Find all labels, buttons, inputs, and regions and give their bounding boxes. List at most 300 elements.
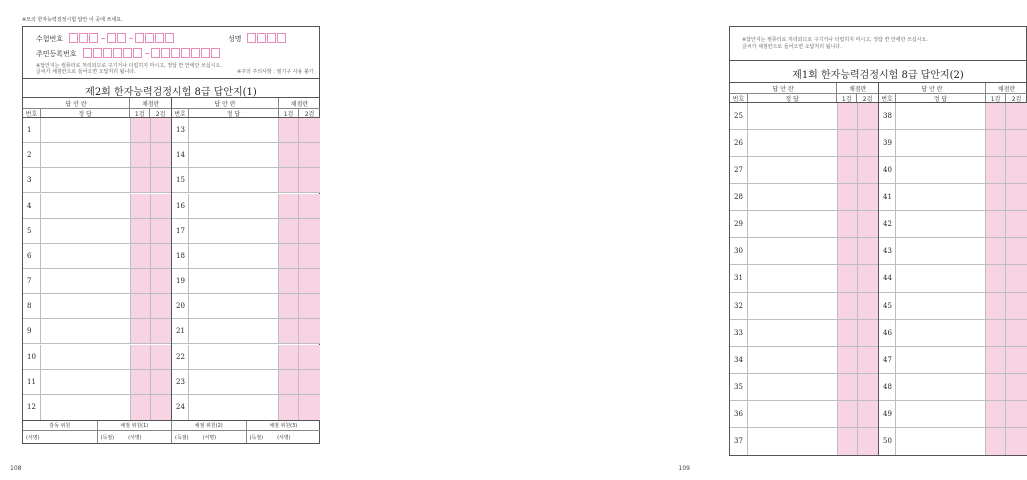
question-number: 48 — [879, 374, 896, 400]
question-number: 11 — [23, 370, 41, 394]
answer-cell[interactable] — [896, 293, 986, 319]
first-check-cell — [986, 157, 1006, 183]
second-check-cell — [858, 428, 878, 455]
question-number: 8 — [23, 294, 41, 318]
answer-header: 답 안 란 — [730, 83, 837, 93]
question-number: 5 — [23, 219, 41, 243]
answer-row — [879, 347, 1027, 374]
question-number: 38 — [879, 103, 896, 129]
second-check-cell — [1006, 320, 1027, 346]
second-check-cell — [299, 194, 320, 218]
question-number: 37 — [730, 428, 748, 455]
subheader-group-left — [23, 109, 172, 118]
answer-row — [172, 118, 320, 143]
answer-cell[interactable] — [748, 211, 838, 237]
answer-cell[interactable] — [748, 293, 838, 319]
answer-cell[interactable] — [896, 211, 986, 237]
first-check-cell — [986, 130, 1006, 156]
answer-cell[interactable] — [41, 319, 131, 343]
answer-cell[interactable] — [41, 219, 131, 243]
grader-signature-area[interactable] — [247, 431, 321, 443]
answer-cell[interactable] — [748, 103, 838, 129]
first-check-cell — [131, 168, 151, 192]
question-number: 16 — [172, 194, 189, 218]
question-number: 7 — [23, 269, 41, 293]
score-header: 채점란 — [848, 85, 867, 93]
answer-header: 답 안 란 — [23, 98, 130, 108]
answer-cell[interactable] — [896, 320, 986, 346]
second-check-header: 2검 — [304, 110, 315, 118]
first-check-cell — [131, 294, 151, 318]
second-check-cell — [299, 244, 320, 268]
first-check-cell — [838, 374, 858, 400]
first-check-cell — [838, 157, 858, 183]
first-check-cell — [986, 293, 1006, 319]
answer-cell[interactable] — [41, 294, 131, 318]
first-check-cell — [131, 345, 151, 369]
question-number: 3 — [23, 168, 41, 192]
answer-cell[interactable] — [41, 118, 131, 142]
answer-cell[interactable] — [189, 319, 279, 343]
first-check-cell — [131, 269, 151, 293]
header-group-right — [172, 98, 320, 109]
first-check-cell — [838, 265, 858, 291]
first-check-cell — [279, 244, 299, 268]
answer-column-right — [879, 103, 1027, 455]
second-check-cell — [858, 320, 878, 346]
second-check-cell — [858, 238, 878, 264]
question-number: 19 — [172, 269, 189, 293]
answer-row — [172, 294, 320, 319]
question-number: 44 — [879, 265, 896, 291]
first-check-cell — [986, 401, 1006, 427]
subheader-group-right — [879, 94, 1027, 103]
answer-cell[interactable] — [189, 294, 279, 318]
answer-cell[interactable] — [189, 269, 279, 293]
answer-row — [172, 345, 320, 370]
grader-column — [172, 421, 247, 443]
sheet-note-1: ※답안지는 컴퓨터로 처리되므로 구기거나 더럽히지 마시고, 정답 칸 안에만 쓰십시오. — [742, 37, 928, 43]
second-check-cell — [1006, 293, 1027, 319]
question-number: 2 — [23, 143, 41, 167]
header-group-left — [23, 98, 172, 109]
question-number: 4 — [23, 194, 41, 218]
answer-cell[interactable] — [896, 103, 986, 129]
question-number: 13 — [172, 118, 189, 142]
answer-row — [23, 168, 171, 193]
top-notice: ※모의 한자능력검정시험 답안 이 곳에 쓰세요. — [22, 17, 123, 23]
first-check-cell — [131, 194, 151, 218]
grader-heading: 감독 위원 — [23, 421, 97, 431]
question-number: 26 — [730, 130, 748, 156]
question-number: 42 — [879, 211, 896, 237]
first-check-cell — [838, 320, 858, 346]
answer-row — [730, 184, 878, 211]
second-check-cell — [858, 347, 878, 373]
question-number: 28 — [730, 184, 748, 210]
question-number: 30 — [730, 238, 748, 264]
candidate-info — [23, 27, 319, 79]
answer-row — [172, 269, 320, 294]
second-check-cell — [151, 118, 171, 142]
question-number: 50 — [879, 428, 896, 455]
num-header: 번호 — [172, 109, 189, 117]
question-number: 46 — [879, 320, 896, 346]
header-group-left — [730, 83, 879, 94]
subheader-group-left — [730, 94, 879, 103]
second-check-cell — [1006, 374, 1027, 400]
answer-row — [172, 219, 320, 244]
name-label: 성명 — [228, 35, 242, 43]
question-number: 33 — [730, 320, 748, 346]
answer-row — [172, 395, 320, 420]
second-check-cell — [299, 219, 320, 243]
first-check-cell — [279, 395, 299, 420]
question-number: 49 — [879, 401, 896, 427]
answer-cell[interactable] — [748, 320, 838, 346]
score-header: 채점란 — [997, 85, 1016, 93]
second-check-header: 2검 — [862, 95, 873, 103]
answer-row — [23, 244, 171, 269]
second-check-cell — [151, 370, 171, 394]
answer-row — [172, 370, 320, 395]
second-check-cell — [299, 118, 320, 142]
answer-cell[interactable] — [189, 395, 279, 420]
answer-row — [879, 103, 1027, 130]
second-check-cell — [299, 294, 320, 318]
first-check-cell — [838, 103, 858, 129]
answer-row — [730, 211, 878, 238]
answer-cell[interactable] — [189, 219, 279, 243]
first-check-cell — [838, 238, 858, 264]
answer-column-right — [172, 118, 320, 420]
question-number: 41 — [879, 184, 896, 210]
question-number: 45 — [879, 293, 896, 319]
answer-row — [23, 269, 171, 294]
question-number: 14 — [172, 143, 189, 167]
answer-row — [23, 345, 171, 370]
answer-row — [879, 265, 1027, 292]
question-number: 23 — [172, 370, 189, 394]
answer-cell[interactable] — [748, 184, 838, 210]
answer-cell[interactable] — [748, 157, 838, 183]
second-check-cell — [299, 269, 320, 293]
answer-row — [23, 194, 171, 219]
first-check-cell — [986, 428, 1006, 455]
grader-signature-area[interactable] — [172, 431, 246, 443]
first-check-cell — [986, 238, 1006, 264]
answer-row — [23, 219, 171, 244]
second-check-cell — [299, 370, 320, 394]
sheet-title: 제2회 한자능력검정시험 8급 답안지(1) — [85, 87, 257, 98]
second-check-cell — [1006, 157, 1027, 183]
answer-cell[interactable] — [896, 347, 986, 373]
first-check-cell — [131, 370, 151, 394]
first-check-cell — [131, 118, 151, 142]
first-check-cell — [986, 374, 1006, 400]
second-check-cell — [1006, 238, 1027, 264]
question-number: 22 — [172, 345, 189, 369]
second-check-cell — [858, 211, 878, 237]
second-check-cell — [1006, 265, 1027, 291]
sheet-note-2: 글씨가 채점란으로 들어오면 오답처리 됩니다. — [742, 44, 842, 50]
answer-cell[interactable] — [41, 345, 131, 369]
subheader-group-right — [172, 109, 320, 118]
second-check-cell — [1006, 401, 1027, 427]
grader-field-label: (득점) — [249, 434, 264, 441]
second-check-cell — [858, 265, 878, 291]
answer-header: 답 안 란 — [172, 98, 279, 108]
answer-cell[interactable] — [896, 374, 986, 400]
answer-row — [730, 347, 878, 374]
first-check-cell — [838, 130, 858, 156]
first-check-cell — [986, 184, 1006, 210]
answer-cell[interactable] — [189, 194, 279, 218]
sheet-title: 제1회 한자능력검정시험 8급 답안지(2) — [792, 70, 964, 81]
grader-field-label: (득점) — [175, 434, 189, 441]
answer-sheet-1 — [22, 26, 320, 444]
first-check-cell — [986, 265, 1006, 291]
answer-row — [23, 319, 171, 344]
exam-number-label: 수험번호 — [36, 35, 64, 43]
question-number: 10 — [23, 345, 41, 369]
second-check-cell — [299, 345, 320, 369]
answer-row — [172, 143, 320, 168]
sheet-note-1: ※답안지는 컴퓨터로 처리되므로 구기거나 더럽히지 마시고, 정답 칸 안에만 쓰십시오. — [36, 63, 222, 69]
answer-row — [730, 428, 878, 455]
answer-cell[interactable] — [41, 395, 131, 420]
answer-row — [730, 103, 878, 130]
first-check-cell — [838, 401, 858, 427]
answer-row — [879, 157, 1027, 184]
first-check-cell — [838, 211, 858, 237]
first-check-cell — [279, 219, 299, 243]
second-check-header: 2검 — [155, 110, 166, 118]
answer-cell[interactable] — [896, 130, 986, 156]
second-check-cell — [151, 168, 171, 192]
answer-cell[interactable] — [748, 265, 838, 291]
answer-cell[interactable] — [748, 238, 838, 264]
grader-signature-area[interactable] — [98, 431, 172, 443]
first-check-cell — [279, 168, 299, 192]
first-check-cell — [986, 103, 1006, 129]
first-check-cell — [838, 347, 858, 373]
answer-cell[interactable] — [41, 370, 131, 394]
answer-row — [730, 238, 878, 265]
answer-cell[interactable] — [41, 168, 131, 192]
grader-heading: 채점 위원(2) — [172, 421, 246, 431]
answer-cell[interactable] — [896, 238, 986, 264]
resident-number-boxes[interactable] — [83, 48, 221, 58]
name-boxes[interactable] — [247, 33, 287, 43]
second-check-cell — [858, 157, 878, 183]
answer-row — [879, 184, 1027, 211]
sheet-note-2: 글씨가 채점란으로 들어오면 오답처리 됩니다. — [36, 69, 136, 75]
second-check-cell — [858, 293, 878, 319]
second-check-cell — [1006, 428, 1027, 455]
answer-cell[interactable] — [748, 401, 838, 427]
first-check-cell — [986, 211, 1006, 237]
answer-row — [23, 395, 171, 420]
first-check-header: 1검 — [837, 94, 857, 102]
answer-cell[interactable] — [748, 428, 838, 455]
first-check-cell — [279, 345, 299, 369]
second-check-cell — [1006, 347, 1027, 373]
answer-cell[interactable] — [189, 118, 279, 142]
first-check-header: 1검 — [130, 109, 150, 117]
second-check-header: 2검 — [1011, 95, 1022, 103]
second-check-cell — [299, 319, 320, 343]
answer-cell[interactable] — [41, 269, 131, 293]
question-number: 6 — [23, 244, 41, 268]
num-header: 번호 — [23, 109, 41, 117]
first-check-cell — [131, 395, 151, 420]
first-check-cell — [131, 143, 151, 167]
answer-cell[interactable] — [748, 374, 838, 400]
grader-column — [247, 421, 321, 443]
answer-row — [172, 168, 320, 193]
first-check-cell — [131, 219, 151, 243]
question-number: 27 — [730, 157, 748, 183]
question-number: 9 — [23, 319, 41, 343]
second-check-cell — [151, 219, 171, 243]
score-header: 채점란 — [141, 100, 160, 108]
second-check-cell — [151, 194, 171, 218]
question-number: 34 — [730, 347, 748, 373]
second-check-cell — [1006, 130, 1027, 156]
page-number-right: 109 — [678, 465, 690, 472]
second-check-cell — [299, 395, 320, 420]
answer-cell[interactable] — [41, 194, 131, 218]
question-number: 12 — [23, 395, 41, 420]
answer-cell[interactable] — [748, 130, 838, 156]
answer-row — [730, 320, 878, 347]
answer-cell[interactable] — [896, 157, 986, 183]
first-check-header: 1검 — [986, 94, 1006, 102]
question-number: 29 — [730, 211, 748, 237]
answer-row — [730, 265, 878, 292]
first-check-cell — [131, 244, 151, 268]
answer-row — [879, 293, 1027, 320]
answer-row — [879, 320, 1027, 347]
sheet-notes — [730, 27, 1026, 61]
second-check-cell — [151, 244, 171, 268]
answer-cell[interactable] — [189, 244, 279, 268]
question-number: 35 — [730, 374, 748, 400]
answer-row — [730, 401, 878, 428]
pen-note: ※주의 주의사항 : 필기구 사용 불가 — [237, 69, 314, 75]
question-number: 15 — [172, 168, 189, 192]
question-number: 32 — [730, 293, 748, 319]
answer-cell[interactable] — [41, 143, 131, 167]
question-number: 24 — [172, 395, 189, 420]
first-check-cell — [986, 347, 1006, 373]
question-number: 20 — [172, 294, 189, 318]
correct-header: 정 답 — [748, 94, 837, 102]
answer-cell[interactable] — [896, 401, 986, 427]
question-number: 25 — [730, 103, 748, 129]
answer-header: 답 안 란 — [879, 83, 986, 93]
page-number-left: 108 — [10, 465, 22, 472]
second-check-cell — [151, 294, 171, 318]
grader-field-label: (득점) — [100, 434, 115, 441]
question-number: 39 — [879, 130, 896, 156]
first-check-cell — [279, 194, 299, 218]
answer-cell[interactable] — [189, 168, 279, 192]
correct-header: 정 답 — [896, 94, 986, 102]
header-group-right — [879, 83, 1027, 94]
grader-heading: 채점 위원(1) — [98, 421, 172, 431]
answer-row — [172, 319, 320, 344]
answer-row — [172, 194, 320, 219]
first-check-cell — [279, 370, 299, 394]
answer-row — [23, 294, 171, 319]
second-check-cell — [151, 269, 171, 293]
answer-cell[interactable] — [748, 347, 838, 373]
first-check-cell — [279, 294, 299, 318]
first-check-cell — [279, 143, 299, 167]
answer-cell[interactable] — [189, 143, 279, 167]
first-check-header: 1검 — [279, 109, 299, 117]
answer-column-left — [23, 118, 172, 420]
question-number: 18 — [172, 244, 189, 268]
answer-cell[interactable] — [896, 184, 986, 210]
answer-row — [879, 401, 1027, 428]
second-check-cell — [1006, 103, 1027, 129]
answer-cell[interactable] — [41, 244, 131, 268]
answer-row — [23, 118, 171, 143]
answer-cell[interactable] — [896, 265, 986, 291]
answer-row — [879, 238, 1027, 265]
second-check-cell — [151, 395, 171, 420]
right-page — [350, 0, 1022, 480]
first-check-cell — [838, 184, 858, 210]
num-header: 번호 — [879, 94, 896, 102]
question-number: 31 — [730, 265, 748, 291]
second-check-cell — [151, 345, 171, 369]
first-check-cell — [279, 269, 299, 293]
answer-cell[interactable] — [189, 345, 279, 369]
first-check-cell — [986, 320, 1006, 346]
exam-number-boxes[interactable] — [69, 33, 175, 43]
answer-row — [23, 370, 171, 395]
second-check-cell — [1006, 184, 1027, 210]
num-header: 번호 — [730, 94, 748, 102]
second-check-cell — [858, 401, 878, 427]
answer-cell[interactable] — [189, 370, 279, 394]
resident-number-label: 주민등록번호 — [36, 50, 77, 58]
grader-column — [23, 421, 98, 443]
question-number: 36 — [730, 401, 748, 427]
second-check-cell — [151, 319, 171, 343]
answer-row — [172, 244, 320, 269]
grader-heading: 채점 위원(3) — [247, 421, 321, 431]
second-check-cell — [858, 103, 878, 129]
grader-table — [23, 420, 320, 443]
answer-cell[interactable] — [896, 428, 986, 455]
grader-signature-area[interactable] — [23, 431, 97, 443]
answer-row — [730, 293, 878, 320]
answer-column-left — [730, 103, 879, 455]
answer-row — [879, 428, 1027, 455]
first-check-cell — [838, 293, 858, 319]
left-page — [0, 0, 350, 480]
score-header: 채점란 — [290, 100, 309, 108]
answer-row — [730, 130, 878, 157]
answer-row — [879, 374, 1027, 401]
second-check-cell — [858, 374, 878, 400]
grader-field-label: (서명) — [202, 434, 217, 441]
